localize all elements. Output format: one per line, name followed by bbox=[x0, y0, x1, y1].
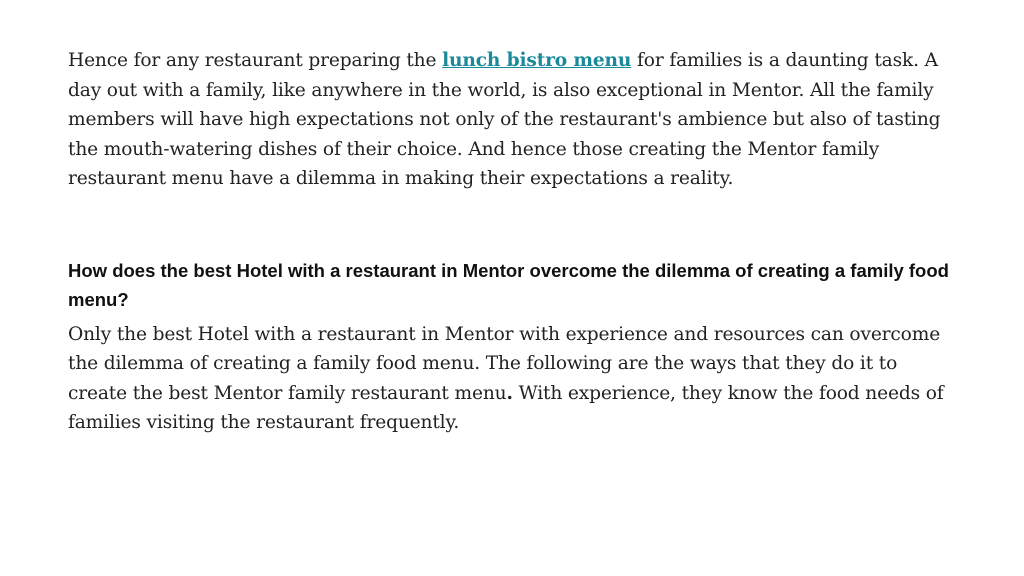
body-bold-period: . bbox=[506, 382, 513, 404]
document-page bbox=[68, 46, 958, 438]
lunch-bistro-menu-link[interactable]: lunch bistro menu bbox=[442, 50, 632, 71]
intro-text-before-link: Hence for any restaurant preparing the bbox=[68, 50, 443, 71]
section-heading: How does the best Hotel with a restaurant in Mentor overcome the dilemma of creating a family food menu? bbox=[68, 259, 949, 310]
body-paragraph bbox=[68, 320, 958, 438]
body-text-before: Only the best Hotel with a restaurant in Mentor with experience and resources can overcome the dilemma of creating a family food menu. The following are the ways that they do it to create the best Mentor family restaurant menu bbox=[68, 323, 941, 404]
intro-text-after-link: for families is a daunting task. A day out with a family, like anywhere in the world, is also exceptional in Mentor. All the family members will have high expectations not only of the restaurant's ambience but also of tasting the mouth-watering dishes of their choice. And hence those creating the Mentor family restaurant menu have a dilemma in making their expectations a reality. bbox=[68, 50, 941, 189]
intro-paragraph bbox=[68, 46, 958, 194]
body-text-after: With experience, they know the food needs of families visiting the restaurant frequently. bbox=[68, 382, 944, 433]
